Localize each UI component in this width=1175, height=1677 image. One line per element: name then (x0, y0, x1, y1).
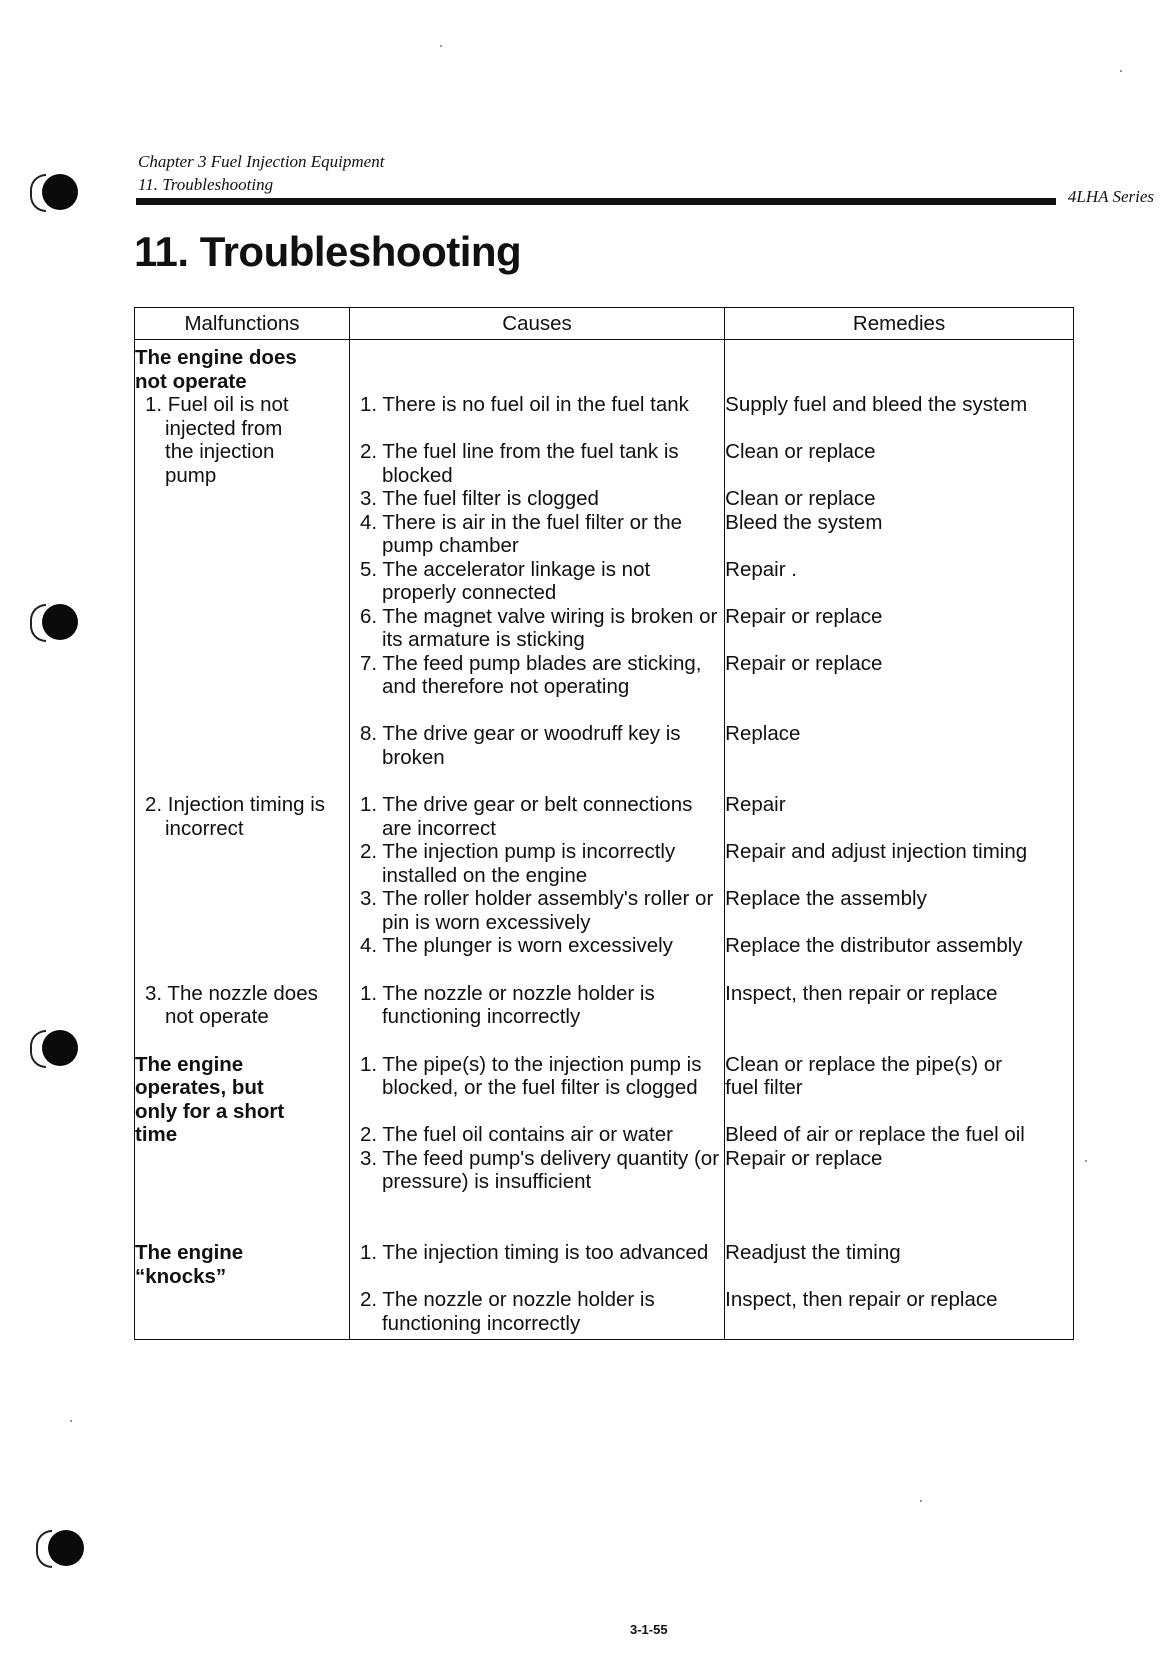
remedy-item: Replace the distributor assembly (725, 934, 1023, 957)
malfunction-title: The engine “knocks” (135, 1241, 244, 1288)
remedy-item: Repair and adjust injection timing (725, 840, 1028, 863)
cause-item: 4. The plunger is worn excessively (359, 934, 673, 957)
cause-item: 7. The feed pump blades are sticking, and therefore not operating (359, 651, 702, 698)
cause-item: 2. The nozzle or nozzle holder is functioning incorrectly (359, 1288, 655, 1335)
malfunction-cell (135, 1053, 350, 1242)
malfunction-title: The engine does not operate (135, 346, 297, 393)
cause-item: 5. The accelerator linkage is not properly connected (359, 557, 651, 604)
punch-hole-mark (36, 1530, 52, 1568)
malfunction-title: The engine operates, but only for a short time (135, 1052, 285, 1146)
column-header-malfunctions: Malfunctions (135, 308, 350, 340)
remedy-item: Bleed the system (725, 510, 883, 534)
remedy-item: Supply fuel and bleed the system (725, 393, 1028, 416)
scan-speck (1120, 70, 1122, 72)
table-row (135, 982, 1074, 1053)
table-row (135, 340, 1074, 794)
causes-cell (349, 982, 724, 1053)
cause-item: 6. The magnet valve wiring is broken or its armature is sticking (359, 604, 718, 651)
scan-speck (1085, 1160, 1087, 1162)
punch-hole (42, 174, 78, 210)
cause-item: 2. The injection pump is incorrectly installed on the engine (359, 840, 676, 887)
remedy-item: Clean or replace (725, 487, 876, 510)
remedy-item: Replace the assembly (725, 887, 927, 910)
remedy-item: Repair or replace (725, 651, 883, 675)
malfunction-item: 3. The nozzle does not operate (145, 981, 318, 1028)
remedies-cell (725, 1053, 1074, 1242)
cause-item: 8. The drive gear or woodruff key is broken (359, 722, 681, 769)
remedy-item: Replace (725, 722, 801, 745)
table-row (135, 793, 1074, 982)
malfunction-cell (135, 982, 350, 1053)
series-label: 4LHA Series (1067, 187, 1154, 206)
remedy-item: Repair . (725, 557, 797, 581)
malfunction-item: 1. Fuel oil is not injected from the injection pump (145, 393, 289, 487)
malfunction-cell (135, 340, 350, 794)
page-title: 11. Troubleshooting (134, 228, 522, 275)
cause-item: 2. The fuel oil contains air or water (359, 1123, 673, 1146)
remedy-item: Clean or replace (725, 440, 876, 463)
page-number: 3-1-55 (630, 1622, 668, 1637)
troubleshooting-table (134, 307, 1074, 1340)
cause-item: 1. The drive gear or belt connections are incorrect (359, 793, 693, 840)
remedies-cell (725, 340, 1074, 794)
malfunction-cell (135, 793, 350, 982)
cause-item: 1. The injection timing is too advanced (359, 1241, 709, 1264)
scan-speck (440, 45, 442, 47)
column-header-remedies: Remedies (725, 308, 1074, 340)
remedy-item: Readjust the timing (725, 1241, 901, 1264)
header-rule (136, 198, 1056, 205)
cause-item: 3. The roller holder assembly's roller or pin is worn excessively (359, 887, 714, 934)
remedy-item: Repair (725, 793, 786, 816)
cause-item: 2. The fuel line from the fuel tank is blocked (359, 440, 679, 487)
cause-item: 3. The feed pump's delivery quantity (or pressure) is insufficient (359, 1146, 720, 1193)
punch-hole-mark (30, 1030, 46, 1068)
chapter-title: Chapter 3 Fuel Injection Equipment (138, 152, 385, 171)
punch-hole-mark (30, 174, 46, 212)
cause-item: 1. The pipe(s) to the injection pump is blocked, or the fuel filter is clogged (359, 1052, 702, 1099)
malfunction-item: 2. Injection timing is incorrect (145, 793, 326, 840)
cause-item: 1. There is no fuel oil in the fuel tank (359, 393, 689, 416)
cause-item: 4. There is air in the fuel filter or the pump chamber (359, 510, 683, 557)
causes-cell (349, 793, 724, 982)
scan-speck (920, 1500, 922, 1502)
malfunction-cell (135, 1241, 350, 1340)
remedy-item: Repair or replace (725, 1146, 883, 1170)
table-header-row (135, 308, 1074, 340)
punch-hole (42, 604, 78, 640)
scan-speck (70, 1420, 72, 1422)
remedy-item: Repair or replace (725, 604, 883, 628)
remedy-item: Bleed of air or replace the fuel oil (725, 1123, 1025, 1146)
column-header-causes: Causes (349, 308, 724, 340)
remedies-cell (725, 1241, 1074, 1340)
causes-cell (349, 340, 724, 794)
section-title: 11. Troubleshooting (138, 175, 274, 194)
remedy-item: Inspect, then repair or replace (725, 1288, 998, 1311)
cause-item: 1. The nozzle or nozzle holder is functioning incorrectly (359, 981, 655, 1028)
causes-cell (349, 1241, 724, 1340)
running-header (138, 150, 384, 196)
remedies-cell (725, 982, 1074, 1053)
causes-cell (349, 1053, 724, 1242)
remedies-cell (725, 793, 1074, 982)
table-row (135, 1241, 1074, 1340)
punch-hole (42, 1030, 78, 1066)
remedy-item: Clean or replace the pipe(s) or fuel filter (725, 1052, 1003, 1099)
remedy-item: Inspect, then repair or replace (725, 981, 998, 1005)
table-row (135, 1053, 1074, 1242)
punch-hole (48, 1530, 84, 1566)
punch-hole-mark (30, 604, 46, 642)
cause-item: 3. The fuel filter is clogged (359, 487, 599, 510)
